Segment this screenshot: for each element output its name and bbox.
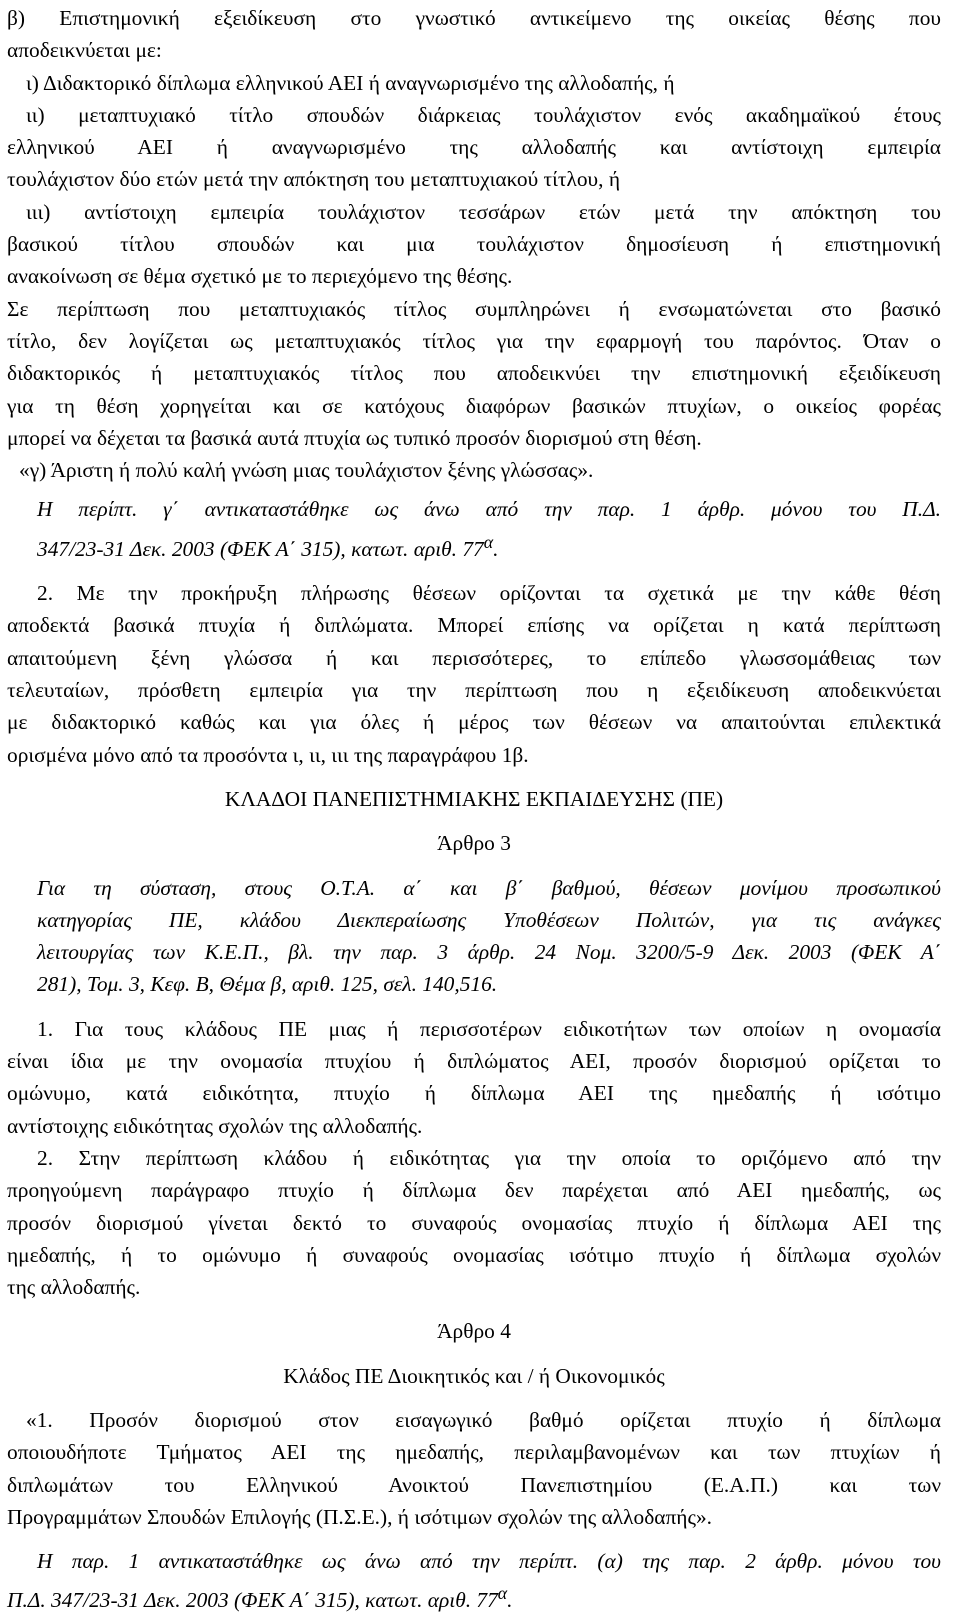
article-4-paragraph-1 <box>7 1404 941 1533</box>
text-line: «γ) Άριστη ή πολύ καλή γνώση μιας τουλάχιστον ξένης γλώσσας». <box>19 458 594 483</box>
text-line: διδακτορικός ή μεταπτυχιακός τίτλος που αποδεικνύει την επιστημονική εξειδίκευση <box>7 361 941 386</box>
text-line: προηγούμενη παράγραφο πτυχίο ή δίπλωμα δεν παρέχεται από ΑΕΙ ημεδαπής, ως <box>7 1178 941 1203</box>
article-3-paragraph-1 <box>7 1013 941 1142</box>
item-iii <box>7 196 941 293</box>
text-line: Σε περίπτωση που μεταπτυχιακός τίτλος συμπληρώνει ή ενσωματώνεται στο βασικό <box>7 296 941 321</box>
text-line: μπορεί να δέχεται τα βασικά αυτά πτυχία ως τυπικό προσόν διορισμού στη θέση. <box>7 425 702 450</box>
text-line: αντίστοιχης ειδικότητας σχολών της αλλοδαπής. <box>7 1113 423 1138</box>
item-i <box>7 67 941 99</box>
text-line: βασικού τίτλου σπουδών και μια τουλάχιστον δημοσίευση ή επιστημονική <box>7 232 941 257</box>
text-line: αποδεκτά βασικά πτυχία ή διπλώματα. Μπορεί επίσης να ορίζεται η κατά περίπτωση <box>7 613 941 638</box>
text-line: «1. Προσόν διορισμού στον εισαγωγικό βαθμό ορίζεται πτυχίο ή δίπλωμα <box>26 1408 941 1432</box>
text-line: λειτουργίας των Κ.Ε.Π., βλ. την παρ. 3 άρθρ. 24 Νομ. 3200/5-9 Δεκ. 2003 (ΦΕΚ Α΄ <box>37 940 941 965</box>
item-gamma <box>7 454 941 486</box>
branch-title: Κλάδος ΠΕ Διοικητικός και / ή Οικονομικός <box>283 1363 665 1388</box>
article-3-intro-note <box>7 872 941 1001</box>
article-3-paragraph-2 <box>7 1142 941 1303</box>
paragraph-2 <box>7 577 941 771</box>
text-line: για τη θέση χορηγείται και σε κατόχους διαφόρων βασικών πτυχίων, ο οικείος φορέας <box>7 393 941 418</box>
text-line: ομώνυμο, κατά ειδικότητα, πτυχίο ή δίπλωμα ΑΕΙ της ημεδαπής ή ισότιμο <box>7 1081 941 1106</box>
text-line: οποιουδήποτε Τμήματος ΑΕΙ της ημεδαπής, περιλαμβανομένων και των πτυχίων ή <box>7 1440 941 1465</box>
text-line: Η περίπτ. γ΄ αντικαταστάθηκε ως άνω από την παρ. 1 άρθρ. μόνου του Π.Δ. <box>37 497 941 522</box>
text-line: ιι) μεταπτυχιακό τίτλο σπουδών διάρκειας τουλάχιστον ενός ακαδημαϊκού έτους <box>26 102 941 127</box>
superscript: α <box>483 531 494 552</box>
text-line: ανακοίνωση σε θέμα σχετικό με το περιεχόμενο της θέσης. <box>7 264 513 289</box>
text-line: ι) Διδακτορικό δίπλωμα ελληνικού ΑΕΙ ή αναγνωρισμένο της αλλοδαπής, ή <box>26 70 675 95</box>
text-line: Για τη σύσταση, στους Ο.Τ.Α. α΄ και β΄ βαθμού, θέσεων μονίμου προσωπικού <box>37 875 941 900</box>
text-line: ημεδαπής, ή το ομώνυμο ή συναφούς ονομασίας ισότιμο πτυχίο ή δίπλωμα σχολών <box>7 1242 941 1267</box>
text-line: β) Επιστημονική εξειδίκευση στο γνωστικό αντικείμενο της οικείας θέσης που <box>7 6 941 30</box>
text-line: 1. Για τους κλάδους ΠΕ μιας ή περισσοτέρων ειδικοτήτων των οποίων η ονομασία <box>37 1016 941 1041</box>
text-line: 347/23-31 Δεκ. 2003 (ΦΕΚ Α΄ 315), κατωτ. αριθ. $77^\alpha$. <box>37 531 499 561</box>
article-4-heading: Άρθρο 4 <box>437 1319 511 1344</box>
text-line: τελευταίων, πρόσθετη εμπειρία για την περίπτωση που η εξειδίκευση αποδεικνύεται <box>7 678 941 703</box>
text-line: απαιτούμενη ξένη γλώσσα ή και περισσότερες, το επίπεδο γλωσσομάθειας των <box>7 645 941 670</box>
article-3-heading: Άρθρο 3 <box>437 831 511 856</box>
text-line: 2. Με την προκήρυξη πλήρωσης θέσεων ορίζονται τα σχετικά με την κάθε θέση <box>37 581 941 606</box>
text-line: της αλλοδαπής. <box>7 1275 141 1300</box>
text-line: είναι ίδια με την ονομασία πτυχίου ή διπλώματος ΑΕΙ, προσόν διορισμού ορίζεται το <box>7 1049 941 1074</box>
text-line: ιιι) αντίστοιχη εμπειρία τουλάχιστον τεσσάρων ετών μετά την απόκτηση του <box>26 199 941 224</box>
text-line: κατηγορίας ΠΕ, κλάδου Διεκπεραίωσης Υποθέσεων Πολιτών, για τις ανάγκες <box>37 907 941 932</box>
paragraph-beta <box>7 2 941 67</box>
text-line: τίτλο, δεν λογίζεται ως μεταπτυχιακός τίτλος για την εφαρμογή του παρόντος. Όταν ο <box>7 328 941 353</box>
text-line: με διδακτορικό καθώς και για όλες ή μέρος των θέσεων να απαιτούνται επιλεκτικά <box>7 710 941 735</box>
text-line: Π.Δ. 347/23-31 Δεκ. 2003 (ΦΕΚ Α΄ 315), κατωτ. αριθ. $77^\alpha$. <box>7 1583 513 1613</box>
text-line: ελληνικού ΑΕΙ ή αναγνωρισμένο της αλλοδαπής και αντίστοιχη εμπειρία <box>7 135 941 160</box>
text-line: Η παρ. 1 αντικαταστάθηκε ως άνω από την περίπτ. (α) της παρ. 2 άρθρ. μόνου του <box>37 1549 941 1574</box>
text-line: 281), Τομ. 3, Κεφ. Β, Θέμα β, αριθ. 125, σελ. 140,516. <box>37 972 498 997</box>
amendment-note-1 <box>7 493 941 565</box>
paragraph-postgraduate-case <box>7 293 941 454</box>
text-line: αποδεικνύεται με: <box>7 38 162 63</box>
text-line: 2. Στην περίπτωση κλάδου ή ειδικότητας για την οποία το οριζόμενο από την <box>37 1145 941 1170</box>
superscript: α <box>497 1583 508 1604</box>
text-line: τουλάχιστον δύο ετών μετά την απόκτηση του μεταπτυχιακού τίτλου, ή <box>7 167 621 192</box>
section-heading: ΚΛΑΔΟΙ ΠΑΝΕΠΙΣΤΗΜΙΑΚΗΣ ΕΚΠΑΙΔΕΥΣΗΣ (ΠΕ) <box>224 786 724 811</box>
text-line: Προγραμμάτων Σπουδών Επιλογής (Π.Σ.Ε.), ή ισότιμων σχολών της αλλοδαπής». <box>7 1504 712 1529</box>
amendment-note-2 <box>7 1545 941 1617</box>
item-ii <box>7 99 941 196</box>
text-line: ορισμένα μόνο από τα προσόντα ι, ιι, ιιι της παραγράφου 1β. <box>7 742 529 767</box>
text-line: διπλωμάτων του Ελληνικού Ανοικτού Πανεπιστημίου (Ε.Α.Π.) και των <box>7 1472 941 1497</box>
text-line: προσόν διορισμού γίνεται δεκτό το συναφούς ονομασίας πτυχίο ή δίπλωμα ΑΕΙ της <box>7 1210 941 1235</box>
